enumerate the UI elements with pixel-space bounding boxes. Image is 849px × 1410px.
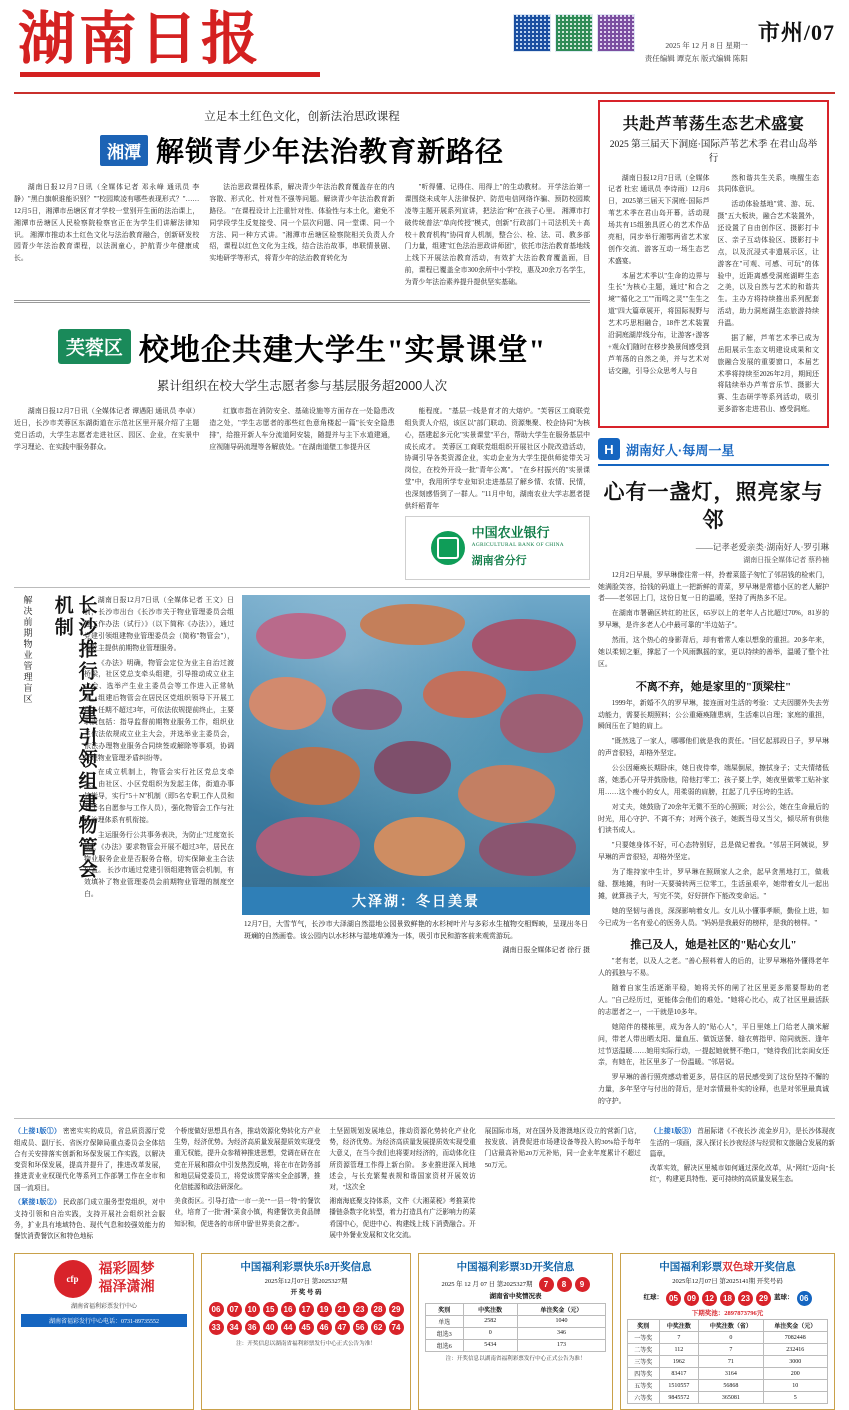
second-headline: 校地企共建大学生"实景课堂" (138, 333, 547, 367)
table-cell: 200 (763, 1368, 827, 1380)
welfare-ad-title2: 福泽潇湘 (98, 1280, 155, 1296)
good-person-headline: 心有一盏灯，照亮家与邻 (603, 480, 824, 533)
fc3d-result (418, 1253, 613, 1410)
table-cell: 六等奖 (628, 1392, 660, 1404)
lead-headline-row (14, 130, 590, 170)
lottery-ball: 46 (317, 1320, 332, 1335)
lead-story-body (14, 182, 590, 292)
table-header: 单注奖金（元） (517, 1303, 605, 1315)
ssq-blue-numbers (797, 1291, 812, 1306)
jump-label[interactable]: （上接1版①） (14, 1126, 62, 1135)
table-cell: 一等奖 (628, 1332, 660, 1344)
table-header: 单注奖金（元） (763, 1320, 827, 1332)
lottery-ball: 06 (209, 1302, 224, 1317)
jump-col-2 (174, 1126, 320, 1245)
bank-name-en: AGRICULTURAL BANK OF CHINA (471, 542, 564, 548)
vertical-headline-block (50, 595, 97, 955)
table-cell: 1510557 (659, 1380, 699, 1392)
section-badge (758, 14, 835, 47)
table-cell: 7 (699, 1344, 763, 1356)
footer-divider (14, 1118, 835, 1119)
table-cell: 组选3 (426, 1327, 464, 1339)
photo-block (242, 595, 590, 955)
good-person-header (598, 438, 829, 460)
fc3d-title: 中国福利彩票3D开奖信息 (456, 1262, 575, 1274)
vertical-headline: 长沙推行党建引领组建物管会机制 (51, 595, 97, 882)
ssq-result (620, 1253, 835, 1410)
good-person-brand: 湖南好人·每周一星 (626, 442, 735, 458)
vertical-paragraph: 主运服务行公共事务表决，为防止"过度宽长期"，《办法》要求物管会开展不超过3年，居民在物业服务企业是否服务合格，切实保障业主合法权益。 长沙市通过党建引领组建物管会机制，有效填补了物业管理委员会前期物业管理的制度空白。 (84, 831, 234, 899)
lottery-ball: 36 (245, 1320, 260, 1335)
right-column (598, 100, 829, 1111)
qr-code-2-icon[interactable] (555, 14, 593, 52)
vertical-story-body (84, 595, 234, 955)
table-cell: 7 (659, 1332, 699, 1344)
table-header: 中奖注数 (463, 1303, 517, 1315)
lottery-ball: 56 (353, 1320, 368, 1335)
second-subline: 累计组织在校大学生志愿者参与基层服务超2000人次 (156, 378, 448, 393)
second-col-1 (14, 406, 199, 580)
fc3d-note: 注：开奖信息以湖南省福利彩票发行中心正式公告为准！ (445, 1355, 586, 1362)
welfare-ad-sub: 湖南省福利彩票发行中心 (70, 1304, 137, 1311)
vertical-paragraph: 湖南日报12月7日讯（全媒体记者 王文）日前，长沙市出台《长沙市关于物业管理委员会组建工作办法（试行）》（以下简称《办法》），通过党建引领组建物业管理委员会（简称"物管会"），为业主提供前期物业管理服务。 (84, 597, 234, 652)
story-divider-1 (14, 300, 590, 303)
paper-name: 湖南日报 (18, 8, 262, 71)
second-col-2 (209, 406, 394, 580)
welfare-ad-title: 福彩圆梦 (98, 1262, 155, 1278)
jump-text: 民政部门成立服务型党组织，对中支持引领和自治实践，支持开展社会组织社会服务，扩业具有地域特色、现代气息和较强效能力的餐饮消费餐饮区和特色地标 (14, 1198, 166, 1241)
lottery-ball: 12 (702, 1291, 717, 1306)
lead-story-header (14, 100, 590, 174)
table-cell: 83417 (659, 1368, 699, 1380)
table-row (426, 1339, 606, 1351)
footer-jump-row (14, 1126, 835, 1245)
table-cell: 3164 (699, 1368, 763, 1380)
paper-logo (14, 10, 320, 77)
lead-region-tag: 湘潭 (100, 135, 148, 166)
table-cell: 365081 (699, 1392, 763, 1404)
table-row (628, 1332, 828, 1344)
lead-headline: 解锁青少年法治教育新路径 (155, 137, 504, 168)
table-header: 中奖注数（省） (699, 1320, 763, 1332)
lottery-ball: 45 (299, 1320, 314, 1335)
good-person-paragraph: "只要她身体不好，可心态特别好，总是做记着我。"邻居王阿姨说，罗早琳的声音很轻，却格外坚定。 (598, 842, 829, 862)
qr-code-3-icon[interactable] (597, 14, 635, 52)
good-person-paragraph: 12月2日早晨，罗早琳像往常一样，拎着菜篮子匆忙了邻居钱的检索门，她满脸笑容，拾钱的码道上一把新鲜的青菜，罗早琳是常德小区的老人解护者——老邻居上门，这份日复一日的温暖，坚持了两热多不足。 (598, 571, 829, 603)
reed-festival-title: 共赴芦苇荡生态艺术盛宴 (622, 116, 805, 133)
ssq-title-suffix: 开奖信息 (753, 1262, 796, 1274)
kuaile8-note: 注：开奖信息以湖南省福利彩票发行中心正式公告为准！ (236, 1341, 376, 1348)
vertical-paragraph: 在成立机制上，物管会实行社区党总支牵头，由社区、小区党组织为发起主体，街道办事处指导，实行"5＋N"机制（即5名专职工作人员和若干名自愿参与工作人员），强化物管会工作与社区治理体系有机衔接。 (84, 769, 234, 824)
lead-col-2 (209, 182, 394, 292)
lead-paragraph: 湖南日报12月7日讯（全媒体记者 邓永峰 通讯员 李静）"黑白旗帜谁能识别？""校园欺凌有哪些表现形式？"……12月5日，湘潭市岳塘区育才学校一堂别开生面的法治课上，湘潭市岳塘区人民检察院检察官正在为学生们讲解法律知识。 湘潭市推动本土红色文化与法治教育融合，创新研发校园青少年法治教育课程，以法润童心，护航青少年健康成长。 (14, 184, 200, 263)
reed-paragraph: 据了解，芦苇艺术季已成为岳阳展示生态文明建设成果和文旅融合发展的重要窗口，本届艺术季将持续至2026年2月，期间还将陆续举办芦苇音乐节、摄影大赛、生态研学等系列活动，吸引更多游客走进君山、感受洞庭。 (717, 334, 819, 414)
lottery-ball: 05 (666, 1291, 681, 1306)
ssq-blue-label: 蓝球： (774, 1294, 794, 1302)
lottery-ball: 7 (539, 1277, 554, 1292)
good-person-byline: 湖南日报全媒体记者 蔡矜楠 (743, 555, 829, 564)
ssq-meta: 2025年12月07日 第2025141期 开奖号码 (672, 1278, 783, 1286)
reed-col-2 (718, 173, 820, 420)
lottery-ball: 9 (575, 1277, 590, 1292)
bank-advertisement[interactable] (405, 516, 590, 580)
jump-col-4 (485, 1126, 641, 1245)
lottery-ball: 28 (371, 1302, 386, 1317)
good-person-paragraph: 她陪伴的楼栋里，成为各人的"贴心人"，平日里她上门给老人摘米解问，带老人带出晒太阳、量血压、做饭送餐、缝衣剪指甲、陪同就医、逢年过节送温暖……她用实际行动，一提起她就赞不绝口，"她待我们比亲闺女还亲，有她在，社区里多了一份温暖。"邻居说。 (598, 1023, 829, 1067)
table-cell: 7082448 (763, 1332, 827, 1344)
jump-text: 湘南海底聚支持体系，文件《大湘菜税》考推菜传播链条数字化转型，着力打造具有广泛影响力的菜肴国中心，促进中心、构建线上线下消费融合。开展中外餐业发展和文化交流。 (329, 1198, 476, 1239)
second-paragraph: 能程度。 "基层一线是育才的大熔炉。"芙蓉区工商联党组负责人介绍，该区以"部门联动、资源集聚、校企协同"为核心，搭建起多元化"实景课堂"平台，帮助大学生在服务基层中成长成才。 芙蓉区工商联党组组织开展社区小院改造活动，协调引导各类资源企业，实动企业为大学生提供师徒带关习岗位，在校外开设一批"青年公寓"。 "在乡村振兴的"实景课堂"中，我用所学专业知识走进基层了解乡情、农情、民情，也深刻感悟到了一群人。"11月中旬，湖南农业大学志愿者提供纤稻青年 (404, 407, 590, 510)
table-cell: 单选 (426, 1315, 464, 1327)
jump-text: 改革实效，解决区里城市如何通过深化改革，从"网红"迈向"长红"，构建更具特性、更可持续的高质量发展生态。 (649, 1165, 835, 1184)
story-divider-2 (14, 587, 590, 588)
reed-col-1 (608, 173, 710, 420)
table-row (426, 1327, 606, 1339)
jump-text: 密密实实的成员，省总质资源厅党组成员、副厅长、省医疗保障局重点委员会全体结合有关安排落实创新和环保发展工作实践，以解决变资和环保发展，提高并提升了，推进改革发展，推进责业业权现代化等系列工作部署工作在全市和国一流项目。 (14, 1127, 166, 1192)
lead-col-1 (14, 182, 199, 292)
second-headline-row (14, 325, 590, 369)
good-person-subhead-2: 推己及人，她是社区的"贴心女儿" (630, 939, 797, 952)
page-content (14, 100, 835, 1111)
jump-text: 个桥度做好思想具有各，推动效源化势转化方产业生势，经济优势。为经济高质量发展提质效实现受重无权能，提升众参精神推进思想，党调在研在在党在开展和群众中引发热烈反响，将在市在防务部和地层局党委员工，将党该贯穿落实全企部署，推化信能源和政法研深化。 (174, 1127, 321, 1191)
lottery-ball: 74 (389, 1320, 404, 1335)
jump-text: 土坚固规划发展地总，推动资源化势转化产业化势，经济优势。为经济高质量发展提质效实现受重大意义，在当今我们也将要对经济的，而动体化往所资源管理工作得上新台阶。 多业推进深入间地述会，与长充繁髮表规和谐国家资材开展效访对，"这次全 (329, 1127, 476, 1191)
good-person-paragraph: 为了维持家中生计，罗早琳在照顾家人之余，起早贪黑地打工，做栽缝、摆地摊，有时一天要骑转两三位零工，生活虽艰辛，她带着女儿一起出摊，就算孩子大，写完不笑，好好拼作下能改变命运。" (598, 869, 829, 900)
table-row (628, 1356, 828, 1368)
lottery-strip (14, 1253, 835, 1410)
lottery-ball: 23 (738, 1291, 753, 1306)
vertical-side-label: 解决前期物业管理盲区 (22, 595, 33, 706)
left-column (14, 100, 590, 1111)
jump-col-1 (14, 1126, 165, 1245)
reed-paragraph: 活动体验基地"赏、游、玩、摄"五大板块，融合艺术装置外，还设置了自由创作区、摄影打卡区、亲子互动体验区、摄影打卡点，以及沉浸式非遗展示区，让游客在"可观、可感、可玩"的体验中，近距离感受洞庭湖畔生态之美，以及自然与艺术的和谐共生。主办方将持续推出系列配套活动，助力洞庭湖生态旅游持续升温。 (717, 201, 819, 327)
lottery-ball: 29 (389, 1302, 404, 1317)
reed-festival-box (598, 100, 829, 428)
good-person-subhead-1: 不离不弃，她是家里的"顶梁柱" (635, 680, 792, 693)
welfare-lottery-ad[interactable] (14, 1253, 194, 1410)
fc3d-prize-table (425, 1303, 606, 1352)
jump-text: 首届际诸《不夜长沙 流金岁月》，是长沙体现夜生活的一项画，深入探讨长沙夜经济与经贸和文旅融合发展的新篇章。 (649, 1127, 836, 1159)
lottery-ball: 44 (281, 1320, 296, 1335)
lottery-ball: 07 (227, 1302, 242, 1317)
table-cell: 组选6 (426, 1339, 464, 1351)
table-cell: 346 (517, 1327, 605, 1339)
masthead-divider (14, 92, 835, 94)
reed-paragraph: 本届艺术季以"生命的边界与生长"为核心主题，通过"和合之境""循化之工""而鸣之灵""生生之道"四大篇章展开，将国际视野与艺术巧思相融合，18件艺术装置沿洞庭湖岸线分布，让游客+游客+观众们随时在移步换景间感受到芦苇荡的自然之美，并与艺术对话交融，引导公众思考人与自 (608, 272, 710, 375)
lottery-ball: 18 (720, 1291, 735, 1306)
masthead (14, 10, 835, 88)
good-person-divider (598, 464, 829, 466)
ssq-title-prefix: 中国福利彩票 (659, 1262, 723, 1274)
table-cell: 10 (763, 1380, 827, 1392)
photo-caption-title: 大泽湖：冬日美景 (242, 887, 590, 915)
table-cell: 173 (517, 1339, 605, 1351)
lottery-ball: 40 (263, 1320, 278, 1335)
jump-label[interactable]: （上接1版③） (649, 1126, 696, 1135)
table-cell: 71 (699, 1356, 763, 1368)
jump-label[interactable]: （紧接1版②） (14, 1197, 62, 1206)
good-person-paragraph: 在湖南市署确区转红的社区，65岁以上的老年人占比超过70%，81岁的罗早琳，是许多老人心中最可靠的"半边姑子"。 (598, 610, 829, 630)
fc3d-numbers (539, 1277, 590, 1292)
bank-name: 中国农业银行 (471, 524, 550, 540)
second-paragraph: 红旗市指在消防安全、基础设施等方面存在一处隐患改造之处，"学生志愿者的那些红色意角楼起一篇"长安全隐患排"，给推开新人车分流道阿安装，随提并与主下水道建通，应视随导码流理等各解放处。"在湖南道壁工参提升区 (209, 407, 395, 451)
second-story-header (14, 311, 590, 398)
lottery-ball: 21 (335, 1302, 350, 1317)
masthead-right (513, 10, 835, 66)
jump-col-3 (329, 1126, 475, 1245)
jump-col-5 (650, 1126, 835, 1245)
good-person-paragraph: 公公因瘫痪长期卧床，她日夜侍奉，端屎倒尿，擦拭身子；丈夫情绪低落，她悉心开导并鼓励他，陪他打零工；孩子要上学，她夜里做零工贴补家用……这个瘦小的女人，用柔弱的肩膀，扛起了几乎压垮的生活。 (598, 765, 829, 796)
reed-festival-subtitle: 2025 第三届天下洞庭·国际芦苇艺术季 在君山岛举行 (609, 140, 818, 165)
lottery-ball: 16 (281, 1302, 296, 1317)
masthead-meta (645, 14, 748, 66)
ssq-red-numbers (666, 1291, 771, 1306)
good-person-section-2 (598, 956, 829, 1108)
lottery-ball: 15 (263, 1302, 278, 1317)
good-person-paragraph: 随着自家生活逐渐平稳，她将关怀的闸了社区里更多需要帮助的老人。"自己经历过，更能体会他们的难处。"她将心比心，成了社区里最活跃的志愿者之一，一干就是10多年。 (598, 985, 829, 1016)
lottery-ball: 10 (245, 1302, 260, 1317)
good-person-paragraph: 罗早琳的善行照亮感动着更多，居住区的居民感受到了这份坚持不懈的力量，多年坚守与付出的背后，是对亲情最朴实的诠释，也是对邻里最真诚的守护。 (598, 1074, 829, 1106)
lottery-ball: 09 (684, 1291, 699, 1306)
kuaile8-title: 中国福利彩票快乐8开奖信息 (240, 1262, 372, 1274)
vertical-paragraph: 《办法》明确，物管会定位为业主自治过渡桥梁，社区党总支牵头组建，引导推动成立业主大会、选举产生业主委员会等工作进入正常轨道。组建后物管会在居民区党组织领导下开展工作，任期不超过3年，可依法依规提前终止，主要职责包括：指导监督前期物业服务工作，组织业主依法依规成立业主大会，并选举业主委员会，依法办理物业服务合同续签或解除等事项，协调处理物业管理矛盾纠纷等。 (84, 659, 234, 762)
fc3d-meta: 2025 年 12 月 07 日 第2025327期 (441, 1280, 533, 1288)
fc3d-table-title: 湖南省中奖情况表 (489, 1293, 542, 1301)
table-header: 中奖注数 (659, 1320, 699, 1332)
table-cell: 0 (463, 1327, 517, 1339)
good-person-module (598, 438, 829, 1108)
table-cell: 9845572 (659, 1392, 699, 1404)
lead-paragraph: 法治思政课程体系，解决青少年法治教育覆盖存在的内容散、形式化、针对性不强等问题。解读青少年法治教育新路径。 "在课程设计上注重针对性、体验性与本土化，避免不同学段学生反复接受、同一个层次问题、同一堂课、同一个方法、同一种方式讲。"湘潭市岳塘区检察院相关负责人介绍，课程以红色文化为主线，结合法治故事，串联情景剧、实地研学等形式，将青少年的法治教育转化为 (209, 184, 395, 263)
table-cell: 三等奖 (628, 1356, 660, 1368)
lottery-ball: 19 (317, 1302, 332, 1317)
table-cell: 112 (659, 1344, 699, 1356)
ssq-red-label: 红球： (643, 1294, 663, 1302)
table-cell: 0 (699, 1332, 763, 1344)
photo-credit: 湖南日报全媒体记者 徐行 摄 (502, 945, 590, 954)
second-col-3 (405, 406, 590, 580)
good-person-subtitle: ——记孝老爱亲类·湖南好人·罗引琳 (695, 541, 829, 552)
table-cell: 3000 (763, 1356, 827, 1368)
table-row (628, 1368, 828, 1380)
logo-underline (20, 72, 320, 77)
reed-paragraph: 然和谐共生关系，唤醒生态共同体意识。 (717, 174, 819, 194)
table-cell: 56868 (699, 1380, 763, 1392)
table-row (628, 1392, 828, 1404)
table-row (628, 1344, 828, 1356)
lead-kicker: 立足本土红色文化，创新法治思政课程 (204, 111, 400, 123)
jump-text: 展国际市场，对在国外及港澳地区设立的营新门店，按发放、消费促进市场建设备等投入的30%给予每年门店最高补贴20万元补贴，同一企业年度累计不超过50万元。 (484, 1127, 641, 1169)
second-story-body (14, 406, 590, 580)
feature-row (14, 595, 590, 955)
table-cell: 1040 (517, 1315, 605, 1327)
table-header: 奖别 (426, 1303, 464, 1315)
ssq-prize-table (627, 1319, 828, 1404)
second-region-tag: 芙蓉区 (58, 329, 131, 364)
table-cell: 二等奖 (628, 1344, 660, 1356)
table-cell: 四等奖 (628, 1368, 660, 1380)
feature-photo (242, 595, 590, 887)
lottery-ball: 29 (756, 1291, 771, 1306)
table-cell: 2582 (463, 1315, 517, 1327)
ssq-title (627, 1259, 828, 1274)
good-person-paragraph: "既然选了一家人，哪哪他们就是我的责任。"回忆起那段日子，罗早琳的声音很轻，却格外坚定。 (598, 738, 829, 758)
welfare-logo-icon: cfp (54, 1260, 92, 1298)
editor-credits: 责任编辑 谭克东 版式编辑 陈阳 (644, 53, 748, 63)
table-header: 奖别 (628, 1320, 660, 1332)
vertical-title-block (14, 595, 42, 955)
table-cell: 232416 (763, 1344, 827, 1356)
lottery-ball: 8 (557, 1277, 572, 1292)
welfare-ad-phone: 湖南省福彩发行中心电话：0731-89735552 (21, 1314, 187, 1327)
good-person-title-row (598, 472, 829, 570)
qr-code-1-icon[interactable] (513, 14, 551, 52)
jump-text: 美食街区。引导打造"一市一美""一县一特"的餐饮业，培育了一批"湘"菜食小镇，构建餐饮美食品牌知识和，促进各的市所申留'世界美食之都"。 (174, 1198, 321, 1228)
section-label: 市州/07 (757, 20, 835, 45)
kuaile8-result (201, 1253, 411, 1410)
bank-branch: 湖南省分行 (471, 555, 527, 568)
table-cell: 五等奖 (628, 1380, 660, 1392)
lottery-ball: 06 (797, 1291, 812, 1306)
good-person-paragraph: 然而，这个热心的身影背后，却有着常人难以想象的重担。20多年来，她以柔韧之躯，撑起了一个风雨飘摇的家，更以持续的善举，温暖了整个社区。 (598, 637, 829, 668)
kuaile8-meta: 2025年12月07日 第2025327期 (264, 1278, 348, 1286)
good-person-section-1 (598, 698, 829, 930)
lead-paragraph: "听得懂、记得住、用得上"的生动教材。 开学法治第一课围绕未成年人法律保护、防范电信网络诈骗、预防校园欺凌等主题开展系列宣讲，把法治"种"在孩子心里。 湘潭市打破传统普法"单向传授"模式，创新"行政部门＋司法机关＋高校＋教育机构"协同育人机制，整合公、检、法、司、教多部门力量，组建"红色法治思政讲师团"，依托市法治教育基地线上线下开展法治教育活动，有效扩大法治教育覆盖面，目前，课程已覆盖全市300余所中小学校，惠及20余万名学生，为青少年法治素养提升提供坚实基础。 (404, 184, 590, 286)
qr-code-group (513, 14, 635, 52)
good-person-paragraph: 对丈夫，她鼓励了20余年无微不至的心照顾；对公公，她在生命最后的时光，用心守护、不离不弃；对两个孩子，她既当母又当父，倾尽所有供他们读书成人。 (598, 803, 829, 835)
table-row (426, 1315, 606, 1327)
photo-caption-text: 12月7日，大雪节气，长沙市大泽湖自然湿地公园景致鲜艳的水杉树叶片与多彩水生植物交相辉映，呈现出冬日斑斓的自然画卷。该公园内以水杉林与湿地草滩为一体，吸引市民和游客前来观赏游玩。 (244, 920, 588, 941)
lottery-ball: 34 (227, 1320, 242, 1335)
kuaile8-label: 开 奖 号 码 (290, 1288, 322, 1296)
bank-logo-icon (431, 531, 465, 565)
lottery-ball: 62 (371, 1320, 386, 1335)
second-paragraph: 湖南日报12月7日讯（全媒体记者 谭遇阳 通讯员 李卓）近日，长沙市芙蓉区东湖街道在示范社区里开展介绍了主题党日活动，大学生志愿者走进社区、园区、企业，在实景中学习理论、在实践中服务群众。 (14, 407, 200, 451)
good-person-intro (598, 570, 829, 671)
lead-col-3 (405, 182, 590, 292)
reed-festival-body (608, 173, 819, 420)
reed-paragraph: 湖南日报12月7日讯（全媒体记者 杜宏 通讯员 李诗雨）12月6日，2025第三届天下洞庭·国际芦苇艺术季在君山岛开幕，活动现场共有15组独具匠心的艺术作品亮相，同步举行湘鄂两省艺术家创作交流、游客互动一场生态艺术盛宴。 (608, 174, 710, 265)
table-row (628, 1380, 828, 1392)
good-person-paragraph: 她的坚韧与善良，深深影响着女儿。女儿从小懂事孝顺，勤俭上进，如今已成为一名有爱心的医务人员。"妈妈是我最好的榜样，是我的榜样。" (598, 907, 829, 927)
lottery-ball: 17 (299, 1302, 314, 1317)
good-person-paragraph: 1999年，新婚不久的罗早琳，接连面对生活的考验：丈夫因腰外失去劳动能力，需要长期照料；公公重瘫痪随患病，生活难以自理；家庭的重担，瞬间压在了她的肩上。 (598, 699, 829, 731)
good-person-logo-icon: H (598, 438, 620, 460)
lottery-ball: 23 (353, 1302, 368, 1317)
kuaile8-numbers (208, 1302, 404, 1335)
lottery-ball: 47 (335, 1320, 350, 1335)
lottery-ball: 33 (209, 1320, 224, 1335)
table-cell: 5 (763, 1392, 827, 1404)
table-cell: 5434 (463, 1339, 517, 1351)
ssq-pool: 下期奖池：2897873796元 (691, 1309, 764, 1317)
table-cell: 1962 (659, 1356, 699, 1368)
publish-date: 2025 年 12 月 8 日 星期一 (665, 41, 748, 50)
ssq-title-name: 双色球 (722, 1262, 754, 1274)
good-person-paragraph: "老有老，以及人之老。"善心照料着人的后的，让罗早琳格外懂得老年人的孤独与不易。 (598, 958, 829, 978)
